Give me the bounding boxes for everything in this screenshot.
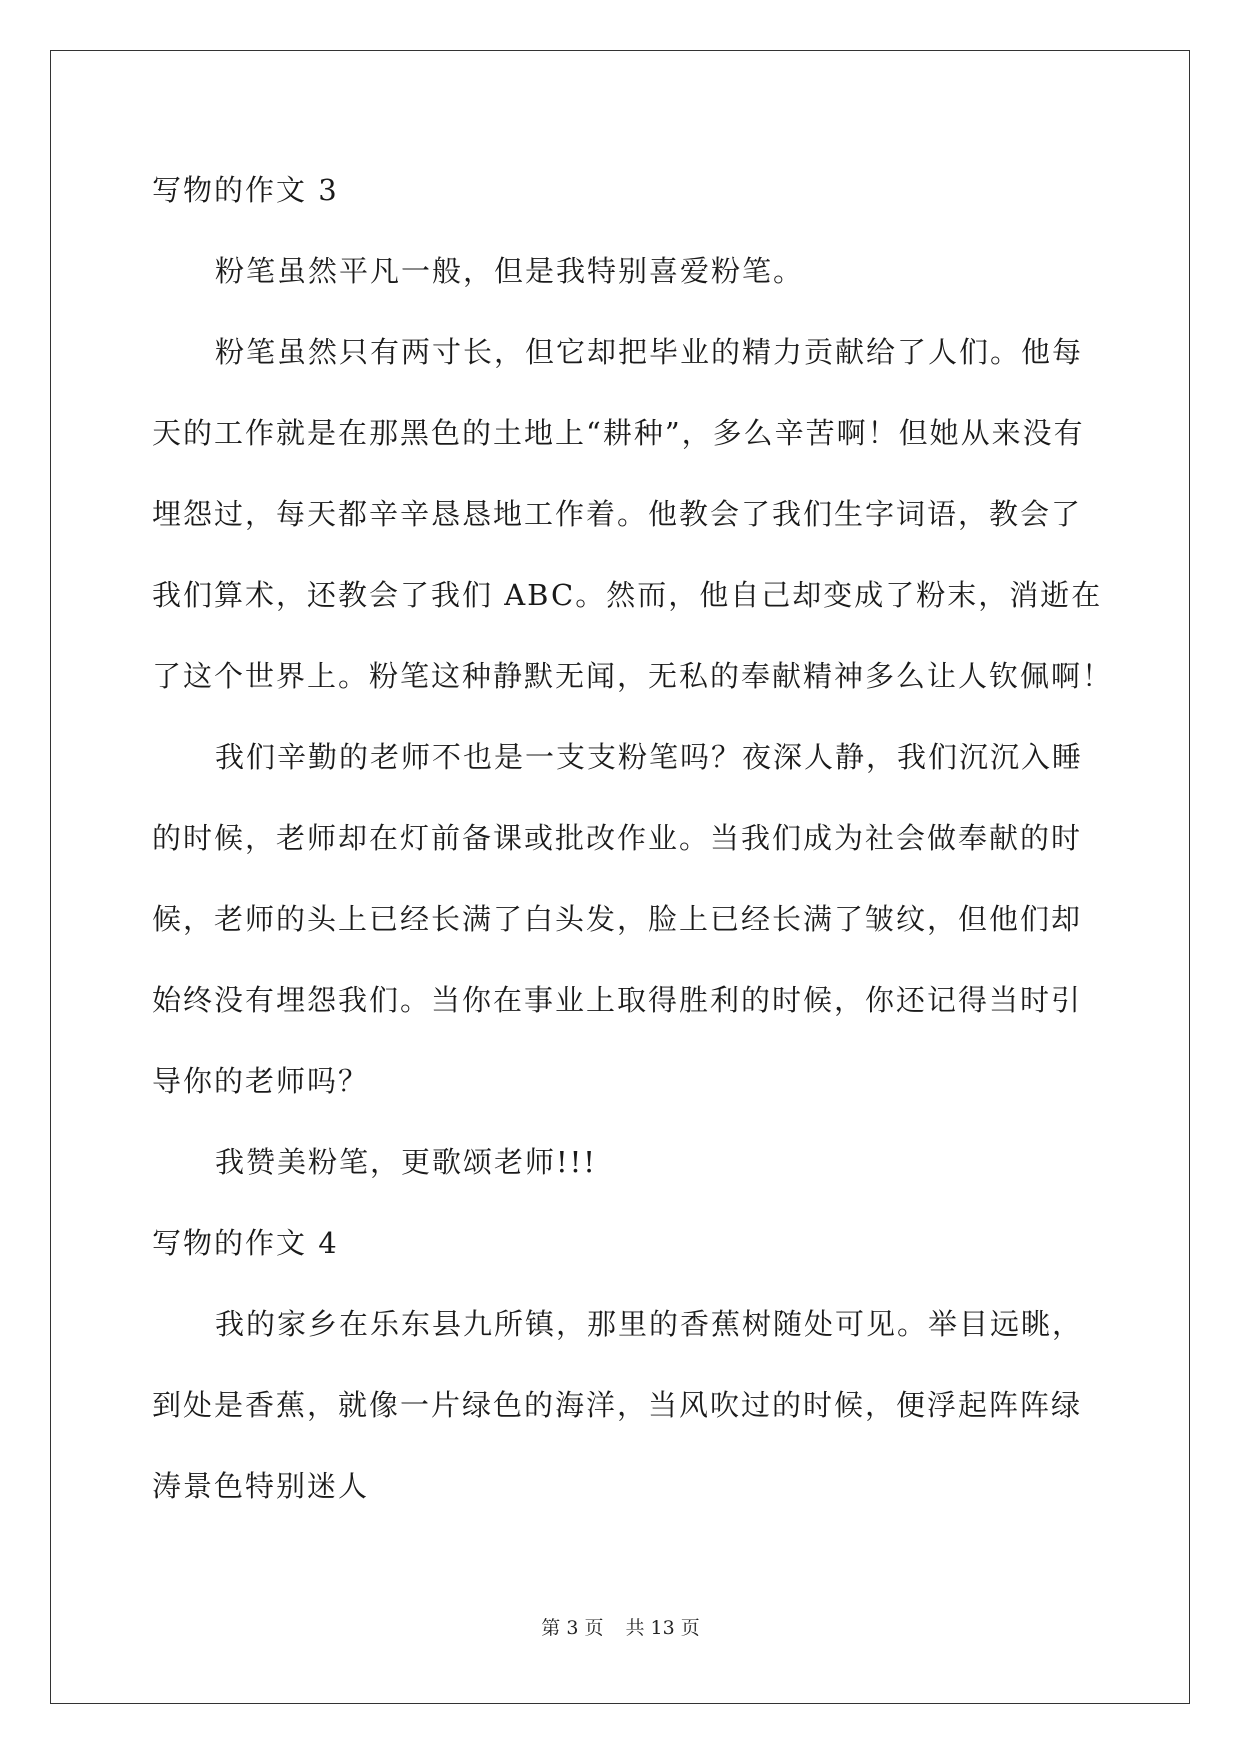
section-heading: 写物的作文 3 bbox=[152, 173, 339, 207]
text-line: 始终没有埋怨我们。当你在事业上取得胜利的时候，你还记得当时引 bbox=[152, 983, 1083, 1017]
text-line: 的时候，老师却在灯前备课或批改作业。当我们成为社会做奉献的时 bbox=[152, 821, 1083, 855]
text-line: 涛景色特别迷人 bbox=[152, 1469, 370, 1503]
text-line: 粉笔虽然只有两寸长，但它却把毕业的精力贡献给了人们。他每 bbox=[215, 335, 1084, 369]
text-line: 候，老师的头上已经长满了白头发，脸上已经长满了皱纹，但他们却 bbox=[152, 902, 1083, 936]
text-line: 我们算术，还教会了我们 ABC。然而，他自己却变成了粉末，消逝在 bbox=[152, 578, 1103, 612]
document-body bbox=[152, 150, 1114, 1527]
text-line: 我们辛勤的老师不也是一支支粉笔吗？夜深人静，我们沉沉入睡 bbox=[215, 740, 1084, 774]
text-line: 我赞美粉笔，更歌颂老师!!! bbox=[215, 1145, 597, 1179]
section-heading: 写物的作文 4 bbox=[152, 1226, 339, 1260]
text-line: 埋怨过，每天都辛辛恳恳地工作着。他教会了我们生字词语，教会了 bbox=[152, 497, 1083, 531]
text-line: 我的家乡在乐东县九所镇，那里的香蕉树随处可见。举目远眺， bbox=[215, 1307, 1084, 1341]
text-line: 天的工作就是在那黑色的土地上“耕种”，多么辛苦啊！但她从来没有 bbox=[152, 416, 1085, 450]
text-line: 粉笔虽然平凡一般，但是我特别喜爱粉笔。 bbox=[215, 254, 805, 288]
page-number: 第 3 页 bbox=[541, 1617, 604, 1639]
page-total: 共 13 页 bbox=[625, 1617, 700, 1639]
text-line: 了这个世界上。粉笔这种静默无闻，无私的奉献精神多么让人钦佩啊！ bbox=[152, 659, 1114, 693]
text-line: 导你的老师吗？ bbox=[152, 1064, 370, 1098]
text-line: 到处是香蕉，就像一片绿色的海洋，当风吹过的时候，便浮起阵阵绿 bbox=[152, 1388, 1083, 1422]
page-footer bbox=[0, 1616, 1241, 1640]
